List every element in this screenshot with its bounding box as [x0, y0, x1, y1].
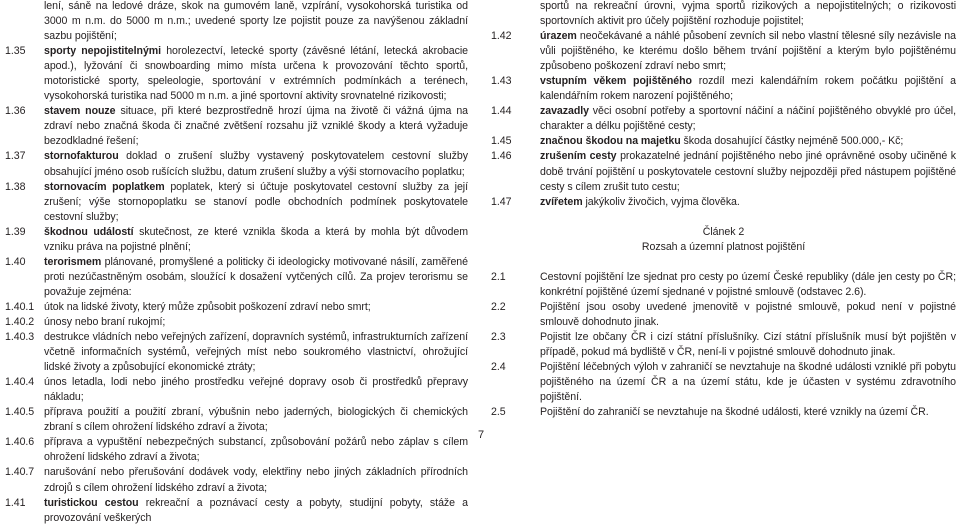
clause-item [5, 149, 468, 179]
spacer [491, 210, 956, 225]
clause-body: horolezectví, letecké sporty (závěsné létání, letecká akrobacie apod.), lyžování či snowboarding mimo místa určena k provozování těchto sportů, motoristické sporty, speleologie, sportování v extrémních podmínkách a terénech, vysokohorská turistika nad 5000 m n.m. a jiné sportovní aktivity srovnatelné rizikovosti; [44, 45, 468, 103]
clause-text [540, 74, 956, 104]
clause-body: škoda dosahující částky nejméně 500.000,- Kč; [680, 135, 904, 148]
clause-body: poplatek, který si účtuje poskytovatel cestovní služby za její zrušení; výše stornopoplatku se stanoví podle obchodních podmínek poskytovatele cestovní služby; [44, 180, 468, 223]
clause-number: 1.45 [491, 135, 512, 148]
defined-term: sporty nepojistitelnými [44, 45, 162, 58]
clause-text [540, 29, 956, 74]
defined-term: zavazadly [540, 105, 590, 118]
clause-item [491, 134, 956, 149]
page-number: 7 [477, 429, 485, 441]
clause-item [5, 0, 468, 44]
clause-item [491, 300, 956, 330]
clause-text [44, 149, 468, 179]
clause-body: jakýkoliv živočich, vyjma člověka. [582, 195, 740, 208]
clause-number: 1.44 [491, 105, 512, 118]
clause-body: prokazatelné jednání pojištěného nebo jiné oprávněné osoby učiněné k době trvání pojištění u poskytovatele cestovní služby nejpozději před nástupem pojištěné cesty s cílem zrušit tuto cestu; [540, 150, 956, 193]
clause-body: plánované, promyšlené a politicky či ideologicky motivované násilí, zaměřené proti nezúčastněným osobám, sloužící k dosažení vytčených cílů. Za projev terorismu se považuje zejména: [44, 255, 468, 298]
defined-term: vstupním věkem pojištěného [540, 75, 692, 88]
clause-item [491, 360, 956, 405]
clause-item [5, 44, 468, 104]
clause-body: sportů na rekreační úrovni, vyjma sportů rizikových a nepojistitelných; o rizikovosti sportovních aktivit pro účely pojištění rozhoduje pojistitel; [540, 0, 956, 28]
spacer [491, 255, 956, 270]
clause-item [491, 104, 956, 134]
clause-body: Pojištění léčebných výloh v zahraničí se nevztahuje na škodné události vzniklé při pobytu pojištěného na území ČR a na území státu, kde je účasten v systému zdravotního pojištění. [540, 361, 956, 404]
clause-body: příprava použití a použití zbraní, výbušnin nebo jaderných, biologických či chemických zbraní s cílem ohrožení lidského zdraví a života; [44, 406, 468, 434]
clause-item [5, 315, 468, 330]
clause-text [44, 330, 468, 375]
clause-item [5, 255, 468, 300]
clause-body: destrukce vládních nebo veřejných zařízení, dopravních systémů, infrastrukturních zařízení včetně informačních systémů, veřejných míst nebo soukromého vlastnictví, ohrožující lidské životy a způsobující ekonomické ztráty; [44, 331, 468, 374]
clause-number: 1.35 [5, 45, 26, 58]
clause-number: 1.40.7 [5, 466, 35, 479]
clause-number: 2.3 [491, 330, 506, 343]
defined-term: terorismem [44, 255, 102, 268]
clause-item [5, 104, 468, 149]
clause-item [5, 435, 468, 465]
clause-text [540, 330, 956, 360]
clause-number: 2.4 [491, 361, 506, 374]
clause-body: příprava a vypuštění nebezpečných substancí, způsobování požárů nebo záplav s cílem ohrožení lidského zdraví a života; [44, 436, 468, 464]
clause-text [540, 134, 956, 149]
clause-number: 1.40.3 [5, 331, 35, 344]
clause-number: 1.40.4 [5, 376, 35, 389]
clause-text [44, 375, 468, 405]
clause-body: únos letadla, lodi nebo jiného prostředku veřejné dopravy osob či prostředků přepravy nákladu; [44, 376, 468, 404]
defined-term: turistickou cestou [44, 496, 139, 509]
clause-number: 2.1 [491, 270, 506, 283]
clause-number: 1.40 [5, 255, 26, 268]
defined-term: škodnou událostí [44, 225, 134, 238]
definitions-continued [491, 0, 956, 210]
clause-number: 2.5 [491, 406, 506, 419]
left-column [5, 0, 468, 526]
clause-text [44, 180, 468, 225]
clause-body: lení, sáně na ledové dráze, skok na gumovém laně, vzpírání, vysokohorská turistika od 3000 m n.m. do 5000 m n.m.; uvedené sporty lze pojistit pouze za navýšenou základní sazbu pojištění; [44, 0, 468, 43]
clause-number: 1.40.1 [5, 300, 35, 313]
clause-body: skutečnost, ze které vznikla škoda a která by mohla být důvodem vzniku práva na pojistné plnění; [44, 225, 468, 253]
clause-number: 1.47 [491, 195, 512, 208]
clause-item [491, 29, 956, 74]
clause-item [491, 330, 956, 360]
clause-text [44, 435, 468, 465]
clause-item [491, 195, 956, 210]
clause-text [540, 195, 956, 210]
clause-text [540, 149, 956, 194]
clause-body: Pojistit lze občany ČR i cizí státní příslušníky. Cizí státní příslušník musí být pojištěn v případě, pokud má bydliště v ČR, není-li v pojistné smlouvě dohodnuto jinak. [540, 330, 956, 358]
clause-item [5, 180, 468, 225]
clause-text [44, 405, 468, 435]
right-column [491, 0, 956, 420]
clause-number: 1.42 [491, 30, 512, 43]
clause-text [44, 465, 468, 495]
defined-term: zrušením cesty [540, 150, 617, 163]
clause-item [491, 0, 956, 29]
clause-number: 1.41 [5, 496, 26, 509]
clause-number: 2.2 [491, 300, 506, 313]
clause-item [491, 149, 956, 194]
clause-text [44, 315, 468, 330]
clause-number: 1.38 [5, 180, 26, 193]
clause-item [5, 496, 468, 526]
clause-item [491, 270, 956, 300]
clause-body: situace, při které bezprostředně hrozí újma na životě či vážná újma na zdraví nebo značná škoda či značné zvětšení rozsahu již vzniklé škody a která vyžaduje bezodkladné řešení; [44, 105, 469, 148]
clause-body: únosy nebo braní rukojmí; [44, 315, 166, 328]
clause-number: 1.40.5 [5, 406, 35, 419]
clause-text [540, 360, 956, 405]
article-2-clauses [491, 270, 956, 420]
clause-item [5, 225, 468, 255]
article-number: Článek 2 [702, 225, 745, 238]
clause-text [540, 0, 956, 29]
clause-text [44, 44, 468, 104]
clause-item [491, 405, 956, 420]
clause-text [44, 225, 468, 255]
clause-item [5, 465, 468, 495]
clause-text [540, 300, 956, 330]
clause-item [5, 300, 468, 315]
clause-text [44, 255, 468, 300]
clause-text [540, 270, 956, 300]
clause-body: Cestovní pojištění lze sjednat pro cesty po území České republiky (dále jen cesty po ČR; konkrétní pojištěné území sjednané v pojistné smlouvě (odstavec 2.6). [540, 270, 956, 298]
clause-number: 1.40.6 [5, 436, 35, 449]
clause-number: 1.40.2 [5, 315, 35, 328]
clause-number: 1.37 [5, 150, 26, 163]
clause-number: 1.43 [491, 75, 512, 88]
clause-body: narušování nebo přerušování dodávek vody, elektřiny nebo jiných základních přírodních zdrojů s cílem ohrožení lidského zdraví a života; [44, 466, 468, 494]
defined-term: zvířetem [540, 195, 583, 208]
defined-term: stornofakturou [44, 150, 119, 163]
clause-number: 1.36 [5, 105, 26, 118]
clause-number: 1.46 [491, 150, 512, 163]
clause-text [44, 300, 468, 315]
clause-item [491, 74, 956, 104]
clause-body: rekreační a poznávací cesty a pobyty, studijní pobyty, stáže a provozování veškerých [44, 496, 468, 524]
clause-item [5, 330, 468, 375]
clause-item [5, 405, 468, 435]
clause-text [540, 405, 956, 420]
clause-number: 1.39 [5, 225, 26, 238]
clause-body: věci osobní potřeby a sportovní náčiní a náčiní pojištěného obvyklé pro účel, charakter a délku pojištěné cesty; [540, 105, 956, 133]
clause-text [540, 104, 956, 134]
clause-body: doklad o zrušení služby vystavený poskytovatelem cestovní služby obsahující jméno osob rušících službu, datum zrušení služby a výši stornovacího poplatku; [44, 150, 468, 178]
defined-term: úrazem [540, 30, 577, 43]
clause-item [5, 375, 468, 405]
defined-term: stornovacím poplatkem [44, 180, 165, 193]
defined-term: značnou škodou na majetku [540, 135, 681, 148]
clause-body: Pojištění do zahraničí se nevztahuje na škodné události, které vznikly na území ČR. [540, 406, 929, 419]
clause-text [44, 104, 468, 149]
clause-body: útok na lidské životy, který může způsobit poškození zdraví nebo smrt; [44, 300, 371, 313]
clause-body: rozdíl mezi kalendářním rokem počátku pojištění a kalendářním rokem narození pojištěného; [540, 75, 957, 103]
clause-body: Pojištění jsou osoby uvedené jmenovitě v pojistné smlouvě, pokud není v pojistné smlouvě dohodnuto jinak. [540, 300, 956, 328]
defined-term: stavem nouze [44, 105, 116, 118]
article-title: Rozsah a územní platnost pojištění [641, 240, 806, 253]
clause-text [44, 0, 468, 44]
clause-text [44, 496, 468, 526]
clause-body: neočekávané a náhlé působení zevních sil nebo vlastní tělesné síly nezávisle na vůli pojištěného, ke kterému došlo během trvání pojištění a kterým bylo pojištěnému způsobeno poškození zdraví nebo smrt; [540, 30, 956, 73]
